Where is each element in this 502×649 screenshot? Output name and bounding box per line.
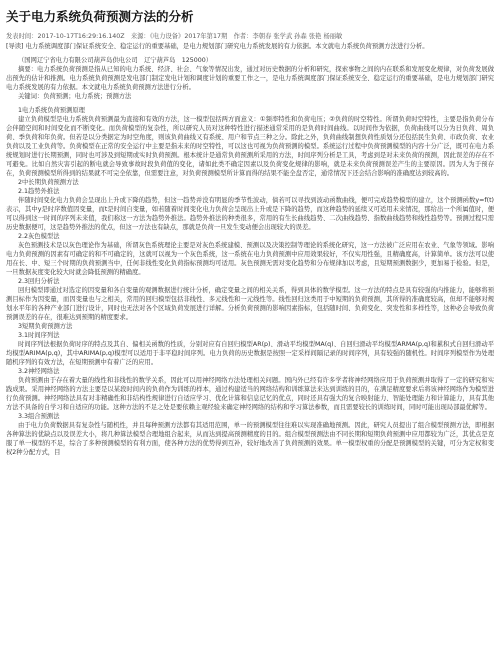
body-paragraph: 灰色预测技术是以灰色理论作为基础，所谓灰色系统理论主要是对灰色系统建模、预测以及决策控制等理论的系统化研究，这一方法被广泛应用在农业、气象等领域。影响电力负荷预测的因素有可确定的和不可确定的，这就可以视为一个灰色系统，这一系统在电力负荷预测中应用效果较好，不仅实用性强，且精确度高，计算简单。该方法可以使用在长、中、短三个时期的负荷预测当中，任何非线性变化负荷指标预测均可适用。灰色预测无需对变化趋势和分布规律加以考虑，且短期预测数据少，更加易于检验。但是，一旦数据灰度变化较大时就会降低预测的精确度。 (6, 242, 494, 276)
body-paragraph: 伴随时间变化电力负荷会呈现出上升或下降的趋势，但这一趋势并没有明显的季节性波动，倘若可以寻找到波动函数曲线，便可完成趋势模型的建立，这个预测函数y=f(t)表示，其中y是时序数值因变量，而t是时间自变量，如若随着时间变化电力负荷会呈现出上升或是下降的趋势，而这种趋势的延续又可适用未来情况，那给出一个所属值时，便可以得到这一时间的序列未来值，我们称这一方法为趋势外推法。趋势外推法的种类很多，常用的有生长曲线趋势、二次曲线趋势、指数曲线趋势和线性趋势等。预测过程只需历史数据便可，这是趋势外推法的优点，但这一方法也有缺点，那就是负荷一旦发生变动便会出现较大的误差。 (6, 197, 494, 231)
body-paragraph: 2.1趋势外推法 (18, 188, 60, 195)
body-paragraph: 3.1时间序列法 (18, 332, 60, 339)
article-meta: 发表时间：2017-10-17T16:29:16.140Z 来源：《电力设备》2017年第17期 作者：李朝春 张学武 孙森 张艳 杨丽敏 (6, 33, 343, 40)
article-body (6, 106, 494, 457)
body-paragraph: 1电力系统负荷预测原理 (18, 107, 85, 114)
article-abstract: 摘要：电力系统负荷预测是指从已知的电力系统、经济、社会、气象等情况出发，通过对历史数据的分析和研究，探索事物之间的内在联系和发展变化规律，对负荷发展做出预先的估计和推测。电力系统负荷预测是发电部门制定发电计划和调度计划的重要工作之一，是电力系统调度部门保证系统安全、稳定运行的重要基础，是电力规划部门研究电力系统发展的有力依据。本文就电力系统负荷预测方法进行分析。 (6, 66, 494, 91)
body-paragraph: 回归模型即通过对选定的因变量和各自变量的观测数据进行统计分析，确定变量之间的相关关系，得到具体的数学模型。这一方法的特点是具有较强的内推能力，能够将预测目标作为因变量，而因变量也与之相关，常用的回归模型包括非线性、多元线性和一元线性等。线性回归这类用于中短期的负荷预测，其所得的准确度较高，但却不能够对规划水平年的各种产业部门进行设计，同时也无法对各个区域负荷发展进行详解。分析负荷预测的影响因素指标，包括随时间、负荷变化、突发性和多样性等，这种必会导致负荷预测误差的存在，很难达到预期的精度要求。 (6, 287, 494, 321)
body-paragraph: 2.2灰色模型法 (18, 233, 60, 240)
article-title: 关于电力系统负荷预测方法的分析 (6, 9, 194, 24)
body-paragraph: 3.2神经网络法 (18, 368, 60, 375)
body-paragraph: 2.3回归分析法 (18, 278, 60, 285)
article-keywords: 关键词：负荷预测；电力系统；预测方法 (18, 93, 132, 100)
body-paragraph: 建立负荷模型是电力系统负荷预测最为直接和有效的方法，这一模型包括两方面意义：①频率特性和负荷电压；②负荷的时空特性。所谓负荷时空特性，主要是指负荷分布会伴随空间和时间变化而不断变化。而负荷模型的复杂性，所以研究人员对这种特性进行描述通常采用的是负荷时间曲线。以时间作为依据，负荷曲线可以分为日负荷、周负荷、季负荷和年负荷。但若是以分类据定为时空角度，则该负荷曲线又有系统、用户和节点三种之分。除此之外，负荷曲线制想负荷性质划分还包括民生负荷、市政负荷、农业负荷以及工业负荷等。负荷模型在正常的安全运行中主要是指未来的时空特性，可以这也可视为负荷预测的模型。系统运行过程中负荷预测模型的内容十分广泛，既可在电力系统规划时进行长期预测，同时也可涉及到短期或实时负荷预测。根本统计是通常负荷预测所采用的方法，时间序列分析是工具，考虑到是对未来负荷的预测，因此误差的存在不可避免。比如自然灾害引起的断电就会导致事故时段负荷值的变化，诸如此类不确定因素以及负荷变化规律的影响，就是未来负荷预测误差产生的主要原因。因为人为于预存在，负荷预测模型所得到的结果就不可完全依靠，但需要注意，对负荷预测模型所计算而得的结果不能全盘否定，通常情况下还会结合影响的准确度达到较高的。 (6, 116, 494, 177)
body-paragraph: 由于电力负荷数据具有复杂性与随机性，并且每种预测方法都有其适用范围，单一的预测模型往往难以实现准确地预测。因此，研究人员提出了组合模型预测方法，即根据各种算法的优缺点以及误差大小，将几种算法模型合理地组合起来，从而达到提高预测精度的目的。组合模型预测法由不同长期和短期负荷预测中应用都较为广泛，其优点是克服了单一模型的不足，综合了多种预测模型的有利方面，使各种方法的优势得到互补，较好地改善了负荷预测的效果。单一模型权重的分配是预测模型的关键，可分为定权和变权2种分配方式，目 (6, 422, 494, 456)
body-paragraph: 3短期负荷预测方法 (18, 323, 73, 330)
body-paragraph: 2中长期负荷预测方法 (18, 179, 79, 186)
body-paragraph: 时间序列法根据负荷时序的特点及其自、偏相关函数的性质，分别对应有自回归模型AR(p)、滑动平均模型MA(q)、自回归滑动平均模型ARMA(p,q)和累积式自回归滑动平均模型ARIMA(p,q)，其中ARIMA(p,q)模型可以适用于非平稳时间序列。电力负荷的历史数据是按照一定采样间隔记录的时间序列，具有较强的随机性。时间序列模型作为处理随机序列的有效方法，在短期预测中有着广泛的应用。 (6, 341, 494, 366)
article-guide: [导读] 电力系统调度部门保证系统安全、稳定运行的重要基础，是电力规划部门研究电力系统发展的有力依据。本文就电力系统负荷预测方法进行分析。 (6, 43, 429, 50)
body-paragraph: 3.3组合预测法 (18, 413, 60, 420)
author-affiliation: （国网辽宁省电力有限公司葫芦岛供电公司 辽宁葫芦岛 125000） (18, 57, 213, 64)
body-paragraph: 负荷预测由于存在着大量的线性和非线性的数学关系，因此可以用神经网络方法处理相关问题。国内外已经有许多学者将神经网络应用于负荷预测并取得了一定的研究和实践成果。采用神经网络的方法主要是以某段时间内的负荷作为训练的样本，通过构建适当的网络结构和训练算法来达到训练的目的，在满足精度要求后将该神经网络作为模型进行负荷预测。神经网络法具有对非精确性和非结构性规律进行自适应学习、优化计算和信息记忆的优点，同时还具有强大的复合映射能力、智能处理能力和计算能力，具有其他方法不具备的自学习和自适应的功能。这种方法的不足之处是要依赖主观经验来确定神经网络的结构和学习算法参数，而且需要较长的训练时间，同时可能出现局部最优解等。 (6, 377, 494, 411)
